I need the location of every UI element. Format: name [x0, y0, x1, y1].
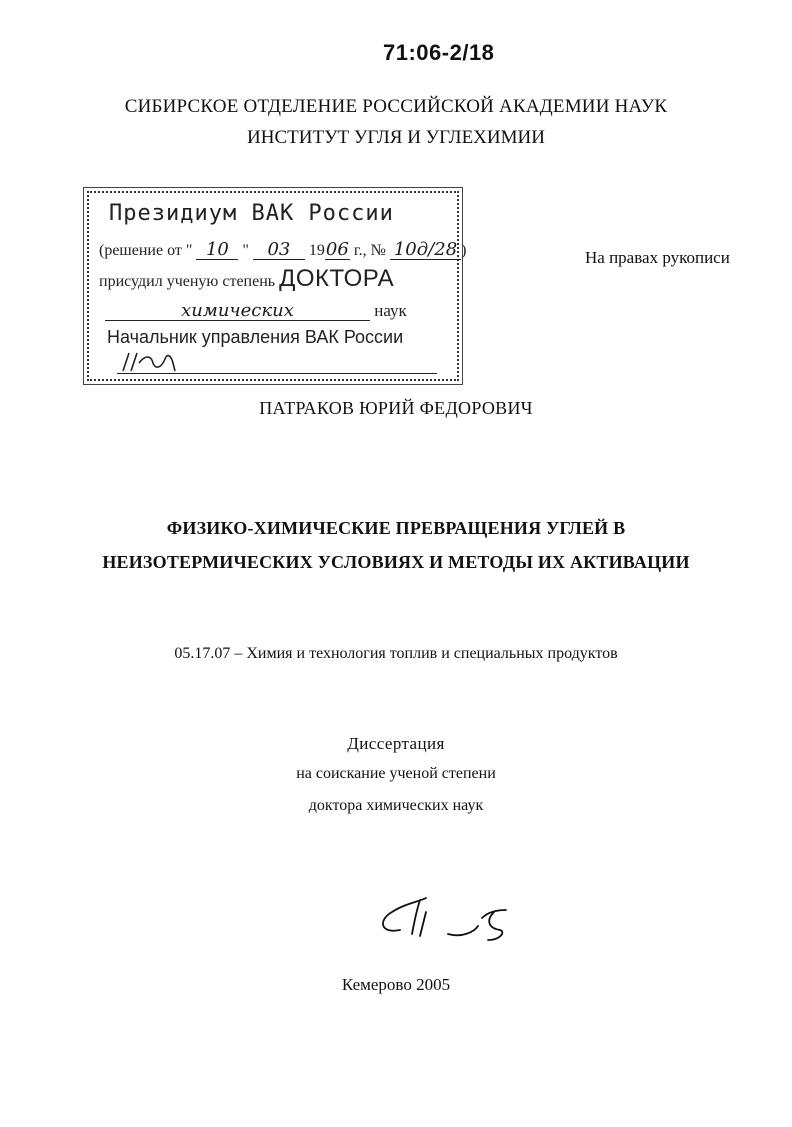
science-field-handwritten: химических — [105, 302, 370, 321]
dissertation-purpose-line1: на соискание ученой степени — [296, 765, 496, 782]
document-code: 71:06-2/18 — [383, 40, 495, 65]
award-text: присудил ученую степень — [99, 273, 276, 290]
decision-day: 10 — [196, 241, 238, 260]
decision-close: ) — [461, 242, 467, 259]
signature-icon — [370, 890, 520, 950]
dissertation-title-line1: ФИЗИКО-ХИМИЧЕСКИЕ ПРЕВРАЩЕНИЯ УГЛЕЙ В — [166, 518, 626, 538]
decision-prefix: (решение от " — [99, 242, 193, 259]
decision-number-label: г., № — [353, 242, 386, 259]
decision-year-prefix: 19 — [308, 242, 325, 259]
stamp-science-line — [105, 301, 407, 321]
author-name: ПАТРАКОВ ЮРИЙ ФЕДОРОВИЧ — [259, 398, 533, 418]
manuscript-note: На правах рукописи — [585, 248, 730, 267]
science-label: наук — [374, 301, 407, 320]
dissertation-type: Диссертация — [347, 734, 445, 753]
dissertation-title-line2: НЕИЗОТЕРМИЧЕСКИХ УСЛОВИЯХ И МЕТОДЫ ИХ АКТИВАЦИИ — [102, 552, 690, 572]
stamp-chief-line: Начальник управления ВАК России — [107, 327, 404, 347]
decision-month: 03 — [253, 241, 305, 260]
stamp-signature-line — [117, 351, 437, 374]
organization-name: СИБИРСКОЕ ОТДЕЛЕНИЕ РОССИЙСКОЙ АКАДЕМИИ НАУК — [124, 96, 668, 117]
stamp-award-line — [99, 265, 394, 293]
decision-number: 10д/28 — [390, 241, 461, 260]
stamp-decision-line — [99, 241, 466, 260]
specialty-code: 05.17.07 – Химия и технология топлив и специальных продуктов — [174, 645, 618, 662]
dissertation-purpose-line2: доктора химических наук — [308, 797, 484, 814]
author-signature — [370, 890, 520, 950]
decision-quote: " — [242, 242, 249, 259]
institute-name: ИНСТИТУТ УГЛЯ И УГЛЕХИМИИ — [247, 127, 545, 148]
vak-stamp — [87, 191, 467, 381]
stamp-title: Президиум ВАК России — [109, 201, 394, 226]
degree-level: ДОКТОРА — [279, 265, 395, 292]
stamp-signature-icon — [117, 349, 197, 373]
decision-year: 06 — [325, 239, 349, 260]
city-year: Кемерово 2005 — [341, 975, 451, 994]
